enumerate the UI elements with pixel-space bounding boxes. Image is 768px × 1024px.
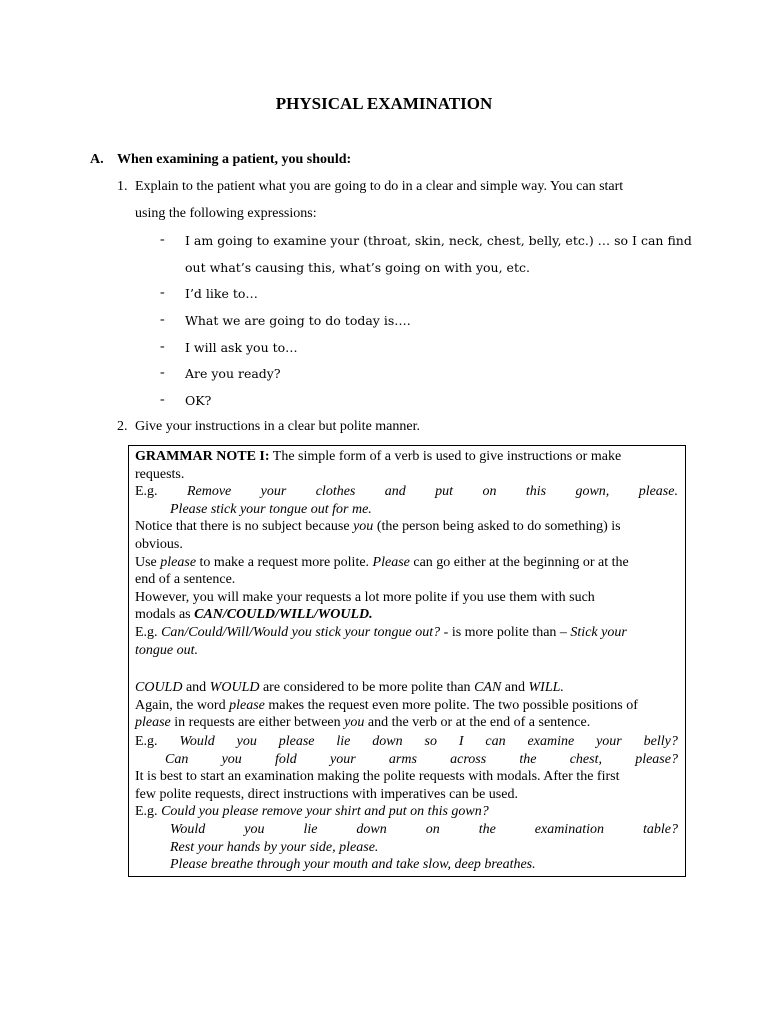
text: and <box>182 680 210 695</box>
note-text: The simple form of a verb is used to give instructions or make <box>269 449 622 464</box>
could-would-line <box>135 679 678 697</box>
eg-label: E.g. <box>135 804 158 820</box>
example-word: your <box>596 734 622 749</box>
example-word: fold <box>275 751 297 767</box>
use-line <box>135 554 678 572</box>
example-word: lie <box>336 734 351 749</box>
example-word: put <box>435 484 454 500</box>
example-4 <box>135 751 678 769</box>
best-line: It is best to start an examination making the polite requests with modals. After the first <box>135 769 620 785</box>
example-word: down <box>356 822 387 837</box>
notice-line <box>135 518 678 536</box>
however-line: However, you will make your requests a lot more polite if you use them with such <box>135 589 595 605</box>
example-8 <box>135 856 713 874</box>
text-italic: Please <box>372 554 410 570</box>
text: to make a request more polite. <box>196 554 373 570</box>
example-word: Would <box>170 822 206 837</box>
example-word: on <box>425 822 440 837</box>
text: can go either at the beginning or at the <box>409 554 629 570</box>
section-a-heading <box>90 152 351 168</box>
example-word: examination <box>534 822 604 837</box>
expression-6: OK? <box>185 393 212 408</box>
grammar-note-heading: GRAMMAR NOTE I: <box>135 449 270 464</box>
bullet-dash: - <box>160 232 165 247</box>
example-word: chest, <box>569 751 602 767</box>
example-word: please <box>278 734 315 749</box>
example-word: you <box>236 734 257 749</box>
expression-2: I’d like to… <box>185 286 258 301</box>
example-word: this <box>525 484 547 500</box>
example-3 <box>135 733 678 751</box>
example-text: Could you please remove your shirt and put on this gown? <box>161 804 489 820</box>
example-word: you <box>244 822 265 837</box>
example-word: down <box>372 734 403 749</box>
section-label: A. <box>90 152 104 167</box>
item-1 <box>117 178 623 196</box>
use-line-2: end of a sentence. <box>135 572 236 588</box>
expression-4: I will ask you to… <box>185 340 298 355</box>
example-word: gown, <box>575 484 610 500</box>
example-word: your <box>260 484 287 500</box>
modals-line <box>135 606 678 624</box>
example-word: on <box>482 484 497 500</box>
item-1-number: 1. <box>117 179 128 194</box>
example-word: clothes <box>315 484 356 500</box>
notice-line-2: obvious. <box>135 537 183 552</box>
expression-5: Are you ready? <box>185 366 281 381</box>
example-word: the <box>519 751 537 767</box>
eg-label: E.g. <box>135 625 158 640</box>
example-word: so <box>424 734 437 749</box>
example-word: arms <box>388 751 417 767</box>
text: Notice that there is no subject because <box>135 519 354 535</box>
text: modals as <box>135 607 195 623</box>
example-word: you <box>221 751 242 767</box>
example-word: Can <box>165 751 189 767</box>
eg-label: E.g. <box>135 484 158 500</box>
eg-label: E.g. <box>135 734 158 749</box>
example-text: Please breathe through your mouth and take slow, deep breathes. <box>170 857 536 873</box>
example-word: lie <box>303 822 318 837</box>
example-word: belly? <box>643 734 678 749</box>
example-word: can <box>485 734 506 749</box>
example-word: the <box>478 822 496 837</box>
example-word: your <box>330 751 356 767</box>
example-word: please. <box>638 484 678 500</box>
example-word: I <box>458 734 464 749</box>
text: makes the request even more polite. The two possible positions of <box>264 697 638 713</box>
text-italic: you <box>344 715 365 731</box>
expression-1-line1: I am going to examine your (throat, skin, neck, chest, belly, etc.) … so I can find <box>185 233 692 248</box>
text-italic: CAN <box>474 680 502 695</box>
example-modal <box>135 624 678 642</box>
note-line-1 <box>135 448 678 466</box>
example-1 <box>135 483 678 501</box>
text: in requests are either between <box>170 715 345 731</box>
example-modal-2 <box>135 642 678 660</box>
example-2 <box>135 501 713 519</box>
text: - is more polite than – <box>440 625 571 640</box>
example-text: Rest your hands by your side, please. <box>170 839 379 855</box>
item-1-line2: using the following expressions: <box>135 206 317 221</box>
text: Use <box>135 554 161 570</box>
example-word: Would <box>179 734 215 749</box>
text-italic: you <box>353 519 374 535</box>
example-text: Stick your <box>570 625 627 640</box>
example-7 <box>135 839 713 857</box>
text-italic: please <box>229 697 265 713</box>
expression-3: What we are going to do today is…. <box>185 313 411 328</box>
section-heading-text: When examining a patient, you should: <box>117 152 352 167</box>
example-text: tongue out. <box>135 642 198 658</box>
text: are considered to be more polite than <box>259 680 475 695</box>
text-italic: COULD <box>135 680 183 695</box>
bullet-dash: - <box>160 312 165 327</box>
example-word: across <box>450 751 487 767</box>
bullet-dash: - <box>160 285 165 300</box>
bullet-dash: - <box>160 365 165 380</box>
example-word: please? <box>635 751 678 767</box>
text-italic: WOULD <box>209 680 260 695</box>
example-word: and <box>384 484 406 500</box>
again-line <box>135 697 678 715</box>
text: and <box>501 680 529 695</box>
example-word: table? <box>642 822 678 837</box>
item-1-line1: Explain to the patient what you are going to do in a clear and simple way. You can start <box>135 179 624 194</box>
text: and the verb or at the end of a sentence. <box>364 715 591 731</box>
item-2 <box>117 418 420 436</box>
bullet-dash: - <box>160 339 165 354</box>
example-5 <box>135 803 678 821</box>
example-6 <box>135 821 678 839</box>
text: Again, the word <box>135 697 230 713</box>
page-title: PHYSICAL EXAMINATION <box>275 94 493 113</box>
item-2-number: 2. <box>117 419 128 434</box>
expression-1-line2: out what’s causing this, what’s going on with you, etc. <box>185 260 530 275</box>
example-word: Remove <box>186 484 232 500</box>
example-text: Can/Could/Will/Would you stick your tongue out? <box>161 625 441 640</box>
text-italic: please <box>160 554 197 570</box>
modals-list: CAN/COULD/WILL/WOULD. <box>194 607 373 623</box>
text-italic: WILL. <box>528 680 564 695</box>
text: (the person being asked to do something) is <box>373 519 621 535</box>
positions-line <box>135 714 678 732</box>
bullet-dash: - <box>160 392 165 407</box>
example-text: Please stick your tongue out for me. <box>170 501 372 517</box>
best-line-2: few polite requests, direct instructions with imperatives can be used. <box>135 786 518 802</box>
note-line-2: requests. <box>135 466 185 482</box>
item-2-text: Give your instructions in a clear but polite manner. <box>135 419 420 434</box>
text-italic: please <box>135 715 171 731</box>
example-word: examine <box>527 734 575 749</box>
